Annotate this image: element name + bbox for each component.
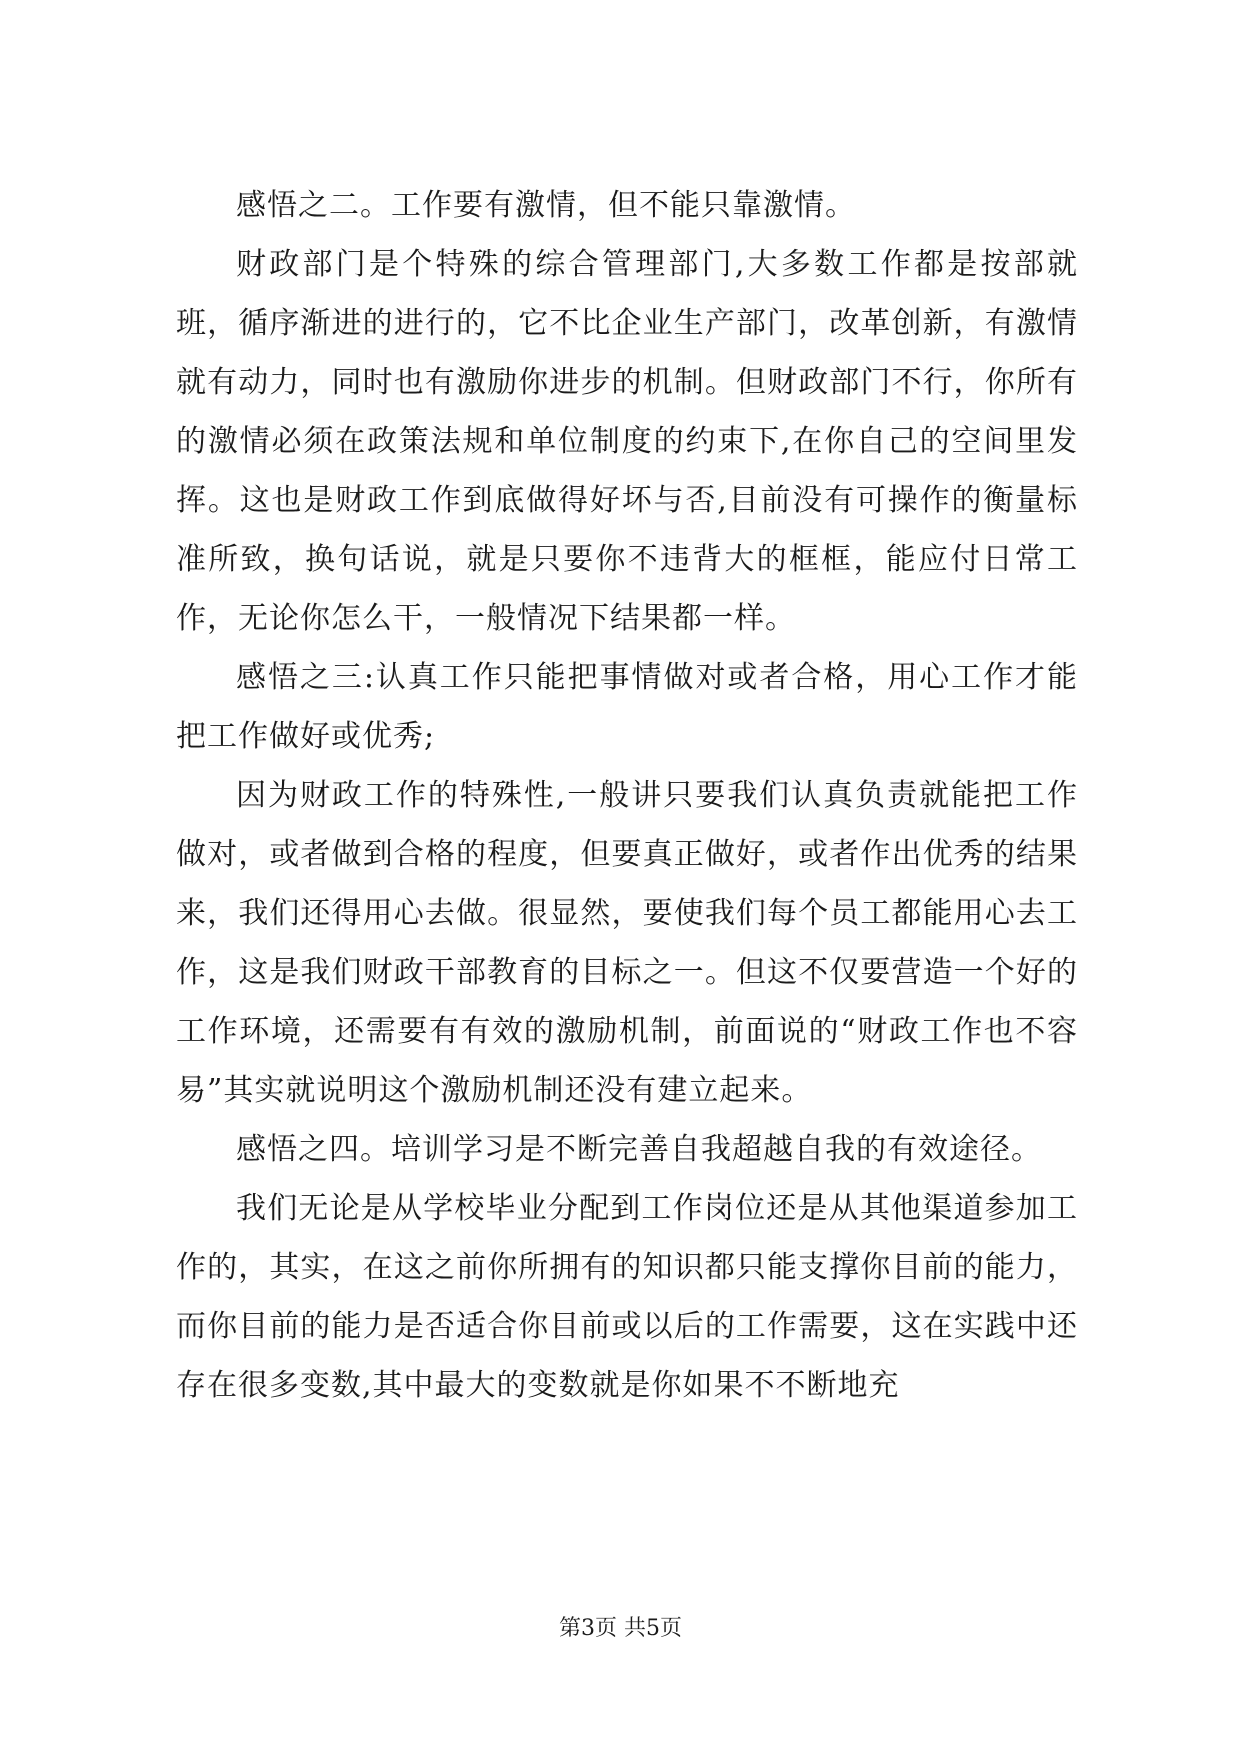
document-body [176, 176, 1078, 1415]
page-number-footer: 第3页 共5页 [559, 1616, 682, 1641]
paragraph-finance-department: 财政部门是个特殊的综合管理部门,大多数工作都是按部就班，循序渐进的进行的，它不比企业生产部门，改革创新，有激情就有动力，同时也有激励你进步的机制。但财政部门不行，你所有的激情必须在政策法规和单位制度的约束下,在你自己的空间里发挥。这也是财政工作到底做得好坏与否,目前没有可操作的衡量标准所致，换句话说，就是只要你不违背大的框框，能应付日常工作，无论你怎么干，一般情况下结果都一样。 [176, 247, 1078, 636]
heading-insight-four: 感悟之四。培训学习是不断完善自我超越自我的有效途径。 [236, 1132, 1042, 1167]
heading-insight-three: 感悟之三:认真工作只能把事情做对或者合格，用心工作才能把工作做好或优秀; [176, 660, 1078, 754]
paragraph-training-learning: 我们无论是从学校毕业分配到工作岗位还是从其他渠道参加工作的，其实，在这之前你所拥有的知识都只能支撑你目前的能力，而你目前的能力是否适合你目前或以后的工作需要，这在实践中还存在很多变数,其中最大的变数就是你如果不不断地充 [176, 1191, 1078, 1403]
heading-insight-two: 感悟之二。工作要有激情，但不能只靠激情。 [236, 188, 856, 223]
paragraph-finance-work-nature: 因为财政工作的特殊性,一般讲只要我们认真负责就能把工作做对，或者做到合格的程度，但要真正做好，或者作出优秀的结果来，我们还得用心去做。很显然，要使我们每个员工都能用心去工作，这是我们财政干部教育的目标之一。但这不仅要营造一个好的工作环境，还需要有有效的激励机制，前面说的“财政工作也不容易”其实就说明这个激励机制还没有建立起来。 [176, 778, 1078, 1108]
